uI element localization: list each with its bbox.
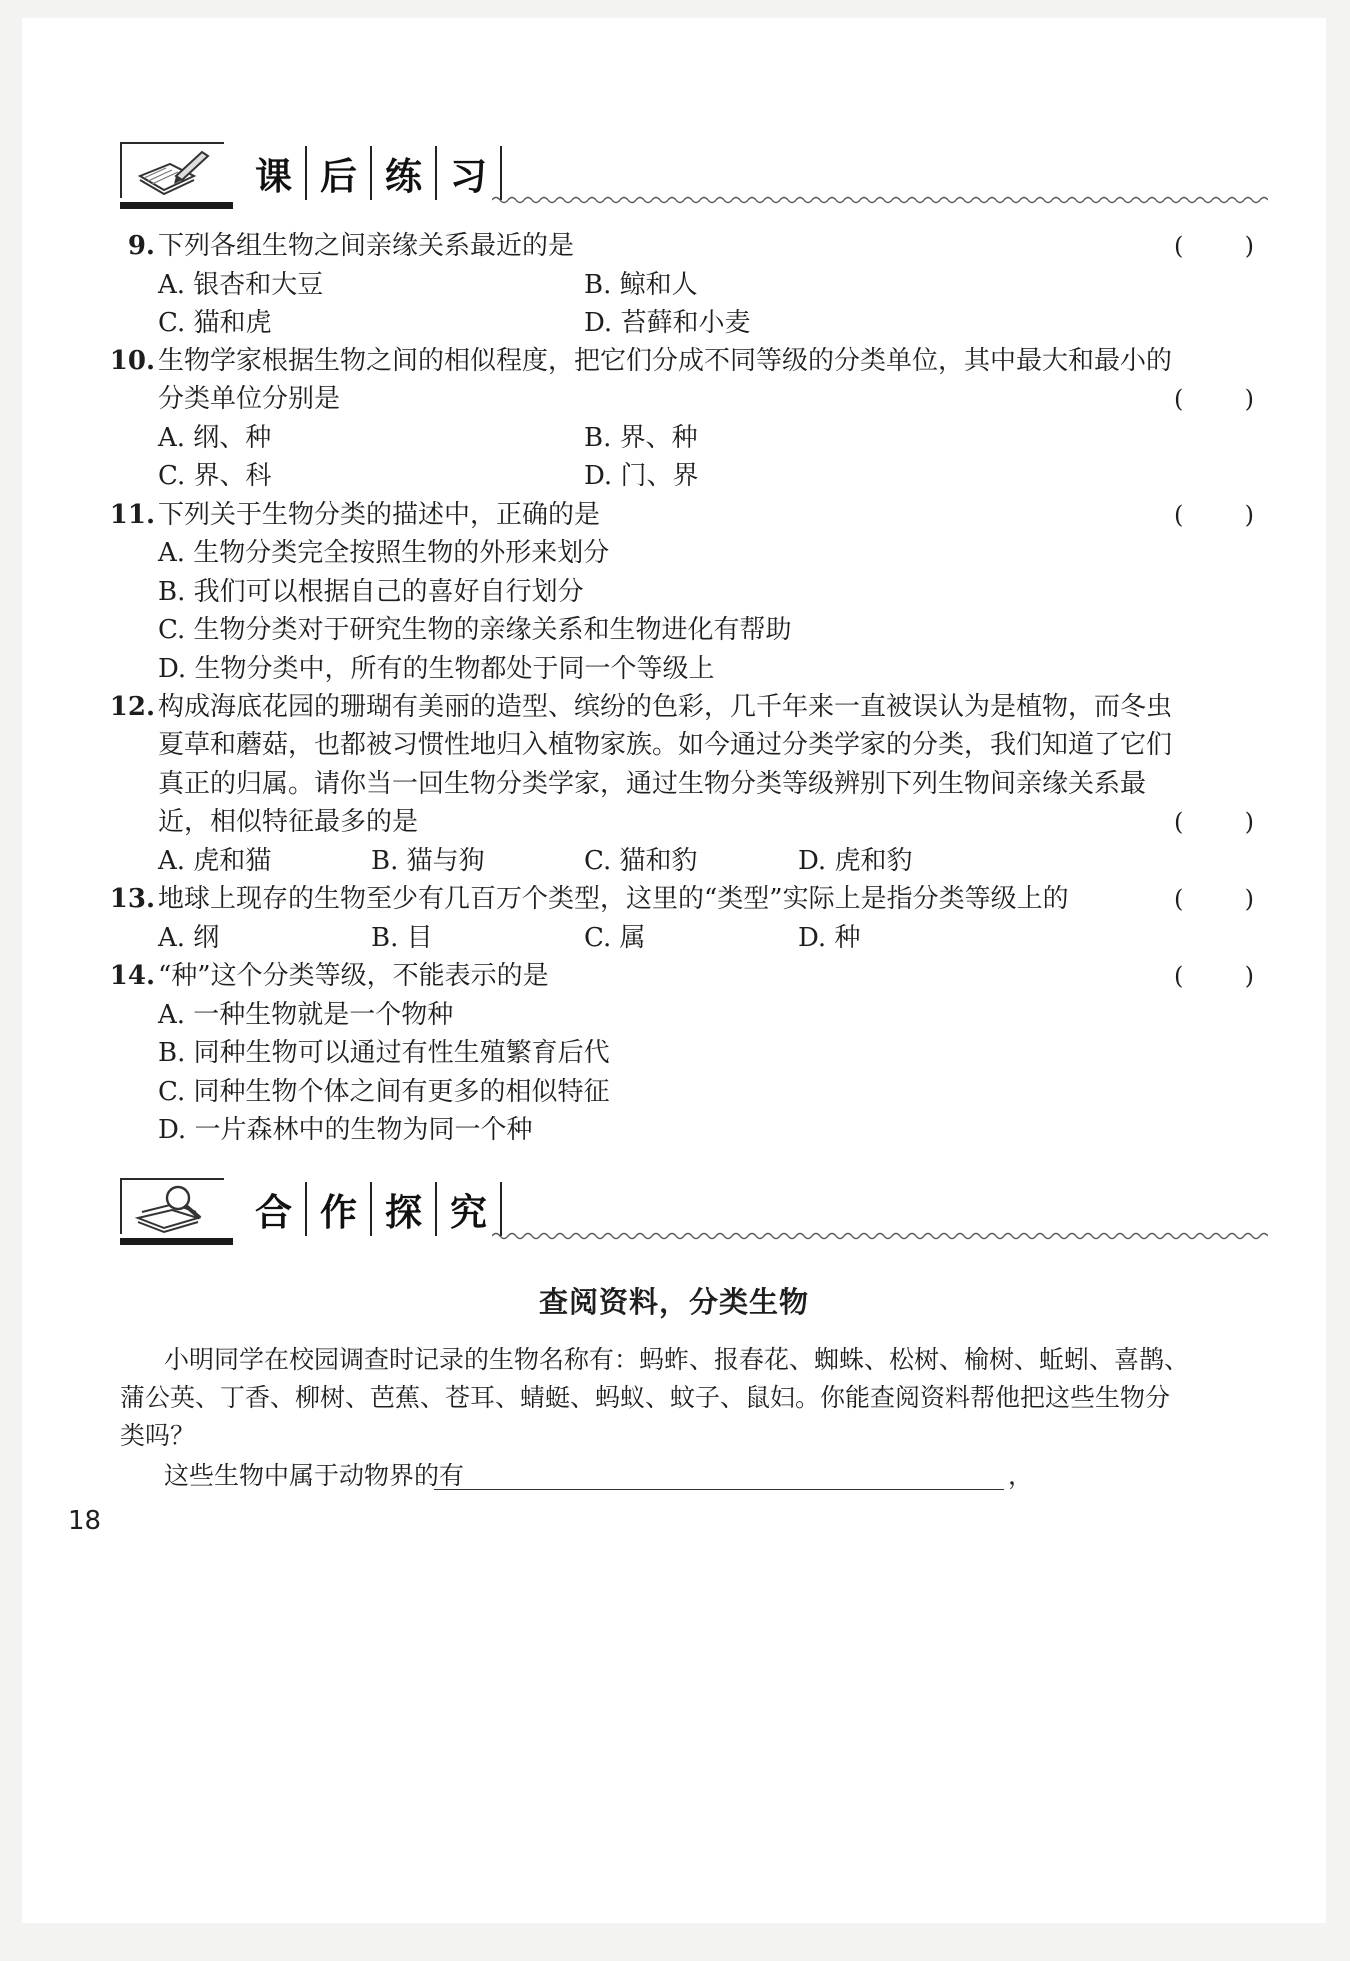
- notebook-pencil-icon: [132, 146, 212, 198]
- section-title-char: 作: [305, 1182, 370, 1236]
- question-12-cont: [22, 802, 1326, 842]
- activity-paragraph: 蒲公英、丁香、柳树、芭蕉、苍耳、蜻蜓、蚂蚁、蚊子、鼠妇。你能查阅资料帮他把这些生物分: [120, 1383, 1171, 1412]
- option-b: B. 猫与狗: [371, 846, 485, 876]
- question-14: [22, 956, 1326, 996]
- answer-bracket[interactable]: [1174, 879, 1254, 919]
- question-9: [22, 226, 1326, 266]
- workbook-page: [22, 18, 1326, 1923]
- option-a: A. 一种生物就是一个物种: [158, 1000, 454, 1030]
- option-a: A. 虎和猫: [158, 846, 272, 876]
- section-title-char: 合: [255, 1191, 292, 1234]
- question-12: [22, 687, 1326, 727]
- wavy-divider: [492, 1230, 1268, 1242]
- question-number: 14.: [109, 961, 155, 991]
- question-text: 分类单位分别是: [158, 384, 341, 414]
- question-number: 11.: [109, 500, 155, 530]
- fill-prompt: 这些生物中属于动物界的有: [164, 1461, 465, 1490]
- question-text: “种”这个分类等级，不能表示的是: [158, 961, 549, 991]
- question-number: 9.: [127, 231, 155, 261]
- section-header-exercises: [120, 142, 1268, 212]
- question-text: 真正的归属。请你当一回生物分类学家，通过生物分类等级辨别下列生物间亲缘关系最: [158, 769, 1147, 799]
- option-c: C. 属: [584, 923, 646, 953]
- option-c: C. 界、科: [158, 461, 272, 491]
- option-d: D. 门、界: [584, 461, 699, 491]
- question-12-cont: [22, 764, 1326, 804]
- question-text: 下列各组生物之间亲缘关系最近的是: [158, 231, 575, 261]
- section-underbar: [120, 1238, 233, 1245]
- question-number: 12.: [109, 692, 155, 722]
- question-number: 10.: [109, 346, 155, 376]
- page-number: 18: [68, 1506, 102, 1536]
- question-text: 地球上现存的生物至少有几百万个类型，这里的“类型”实际上是指分类等级上的: [158, 884, 1069, 914]
- section-title-char: 探: [370, 1182, 435, 1236]
- fill-comma: ，: [1008, 1461, 1034, 1490]
- option-a: A. 银杏和大豆: [158, 270, 324, 300]
- activity-title: 查阅资料，分类生物: [538, 1285, 809, 1319]
- question-text: 下列关于生物分类的描述中，正确的是: [158, 500, 601, 530]
- question-text: 生物学家根据生物之间的相似程度，把它们分成不同等级的分类单位，其中最大和最小的: [158, 346, 1173, 376]
- option-b: B. 同种生物可以通过有性生殖繁育后代: [158, 1038, 610, 1068]
- section-title-char: 后: [305, 146, 370, 200]
- question-text: 夏草和蘑菇，也都被习惯性地归入植物家族。如今通过分类学家的分类，我们知道了它们: [158, 730, 1173, 760]
- option-a: A. 纲、种: [158, 423, 272, 453]
- section-title: [242, 148, 502, 198]
- wavy-divider: [492, 194, 1268, 206]
- option-b: B. 我们可以根据自己的喜好自行划分: [158, 577, 584, 607]
- answer-bracket[interactable]: [1174, 226, 1254, 266]
- option-d: D. 苔藓和小麦: [584, 308, 751, 338]
- answer-bracket[interactable]: [1174, 379, 1254, 419]
- option-d: D. 虎和豹: [798, 846, 913, 876]
- option-c: C. 生物分类对于研究生物的亲缘关系和生物进化有帮助: [158, 615, 792, 645]
- answer-bracket[interactable]: [1174, 802, 1254, 842]
- question-text: 近，相似特征最多的是: [158, 807, 419, 837]
- answer-blank-line[interactable]: [434, 1488, 1004, 1490]
- option-a: A. 生物分类完全按照生物的外形来划分: [158, 538, 610, 568]
- magnifier-books-icon: [132, 1182, 212, 1234]
- option-b: B. 界、种: [584, 423, 698, 453]
- option-d: D. 一片森林中的生物为同一个种: [158, 1115, 533, 1145]
- option-c: C. 猫和虎: [158, 308, 272, 338]
- activity-paragraph: 小明同学在校园调查时记录的生物名称有：蚂蚱、报春花、蜘蛛、松树、榆树、蚯蚓、喜鹊、: [164, 1345, 1190, 1374]
- question-number: 13.: [109, 884, 155, 914]
- question-13: [22, 879, 1326, 919]
- section-title-char: 练: [370, 146, 435, 200]
- option-a: A. 纲: [158, 923, 220, 953]
- section-title-char: 课: [255, 155, 292, 198]
- option-b: B. 目: [371, 923, 433, 953]
- section-title-char: 究: [435, 1182, 502, 1236]
- question-10: [22, 341, 1326, 381]
- option-c: C. 同种生物个体之间有更多的相似特征: [158, 1077, 610, 1107]
- question-text: 构成海底花园的珊瑚有美丽的造型、缤纷的色彩，几千年来一直被误认为是植物，而冬虫: [158, 692, 1173, 722]
- section-underbar: [120, 202, 233, 209]
- question-12-cont: [22, 725, 1326, 765]
- question-10-cont: [22, 379, 1326, 419]
- section-title: [242, 1184, 502, 1234]
- answer-bracket[interactable]: [1174, 495, 1254, 535]
- option-c: C. 猫和豹: [584, 846, 698, 876]
- section-title-char: 习: [435, 146, 502, 200]
- activity-paragraph: 类吗？: [120, 1421, 196, 1450]
- question-11: [22, 495, 1326, 535]
- option-d: D. 生物分类中，所有的生物都处于同一个等级上: [158, 654, 715, 684]
- option-b: B. 鲸和人: [584, 270, 698, 300]
- option-d: D. 种: [798, 923, 861, 953]
- section-header-explore: [120, 1178, 1268, 1248]
- answer-bracket[interactable]: [1174, 956, 1254, 996]
